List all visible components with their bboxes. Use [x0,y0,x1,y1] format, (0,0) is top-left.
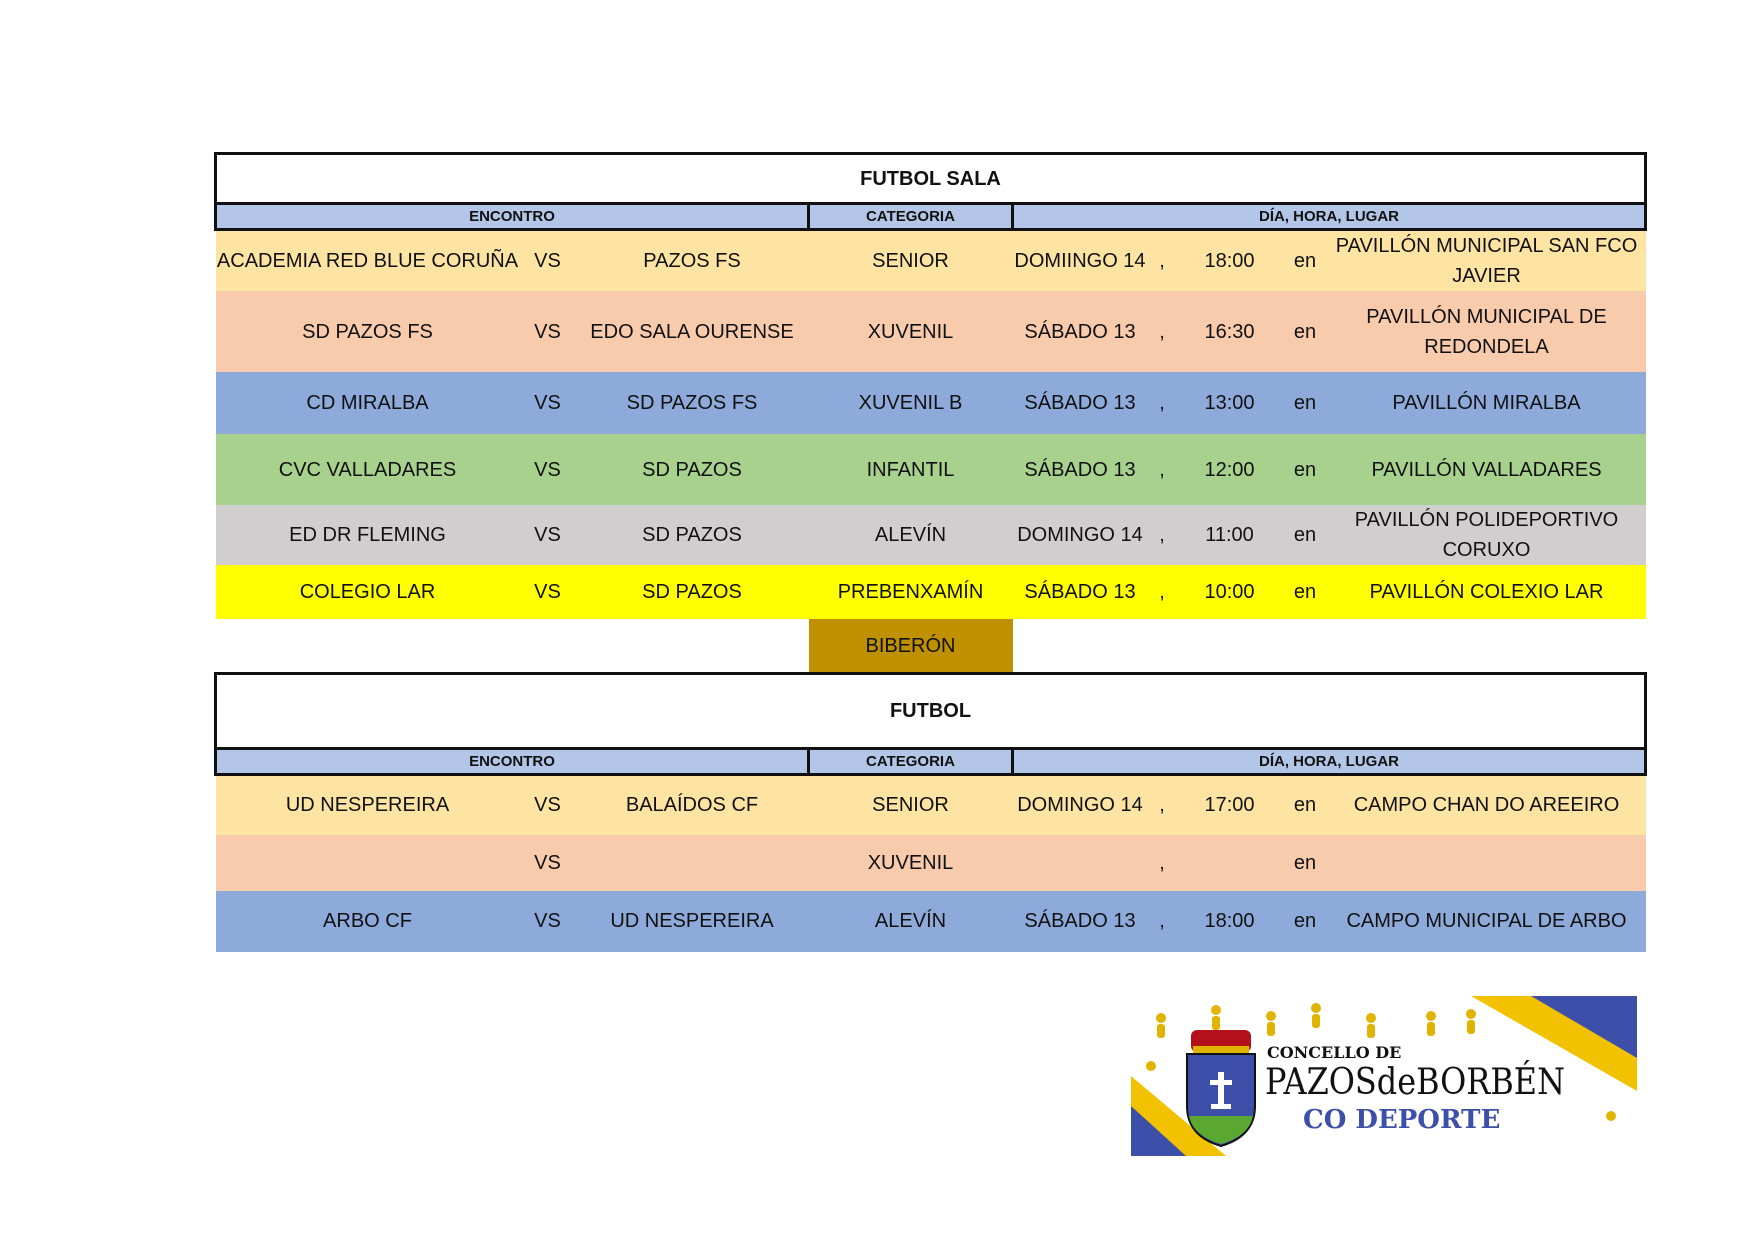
match-time: 12:00 [1177,434,1283,505]
home-team: ED DR FLEMING [216,505,520,565]
venue: PAVILLÓN POLIDEPORTIVO CORUXO [1328,505,1646,565]
comma: , [1148,434,1177,505]
table-row [216,891,1646,952]
header-encontro: ENCONTRO [216,749,809,775]
home-team: ACADEMIA RED BLUE CORUÑA [216,230,520,292]
venue: PAVILLÓN VALLADARES [1328,434,1646,505]
comma: , [1148,372,1177,434]
venue: PAVILLÓN COLEXIO LAR [1328,565,1646,619]
table-row [216,505,1646,565]
match-day: SÁBADO 13 [1013,891,1148,952]
vs-label: VS [520,891,576,952]
venue: PAVILLÓN MUNICIPAL SAN FCO JAVIER [1328,230,1646,292]
venue: PAVILLÓN MUNICIPAL DE REDONDELA [1328,291,1646,372]
table-row [216,775,1646,835]
category: XUVENIL [809,291,1013,372]
away-team: SD PAZOS [576,565,809,619]
en-label: en [1283,434,1328,505]
en-label: en [1283,505,1328,565]
home-team [216,835,520,891]
category: ALEVÍN [809,891,1013,952]
home-team: CVC VALLADARES [216,434,520,505]
futbol-sala-table [214,152,1647,672]
header-dia-hora-lugar: DÍA, HORA, LUGAR [1013,204,1646,230]
vs-label: VS [520,372,576,434]
home-team: CD MIRALBA [216,372,520,434]
category: XUVENIL B [809,372,1013,434]
away-team: PAZOS FS [576,230,809,292]
category: INFANTIL [809,434,1013,505]
home-team: ARBO CF [216,891,520,952]
category: PREBENXAMÍN [809,565,1013,619]
vs-label: VS [520,230,576,292]
comma: , [1148,775,1177,835]
futbol-sala-title: FUTBOL SALA [216,154,1646,204]
futbol-table [214,672,1647,952]
venue: CAMPO MUNICIPAL DE ARBO [1328,891,1646,952]
comma: , [1148,835,1177,891]
comma: , [1148,565,1177,619]
away-team: SD PAZOS [576,505,809,565]
vs-label: VS [520,291,576,372]
away-team: BALAÍDOS CF [576,775,809,835]
table-row [216,230,1646,292]
match-time [1177,835,1283,891]
match-time: 18:00 [1177,230,1283,292]
home-team: SD PAZOS FS [216,291,520,372]
vs-label: VS [520,505,576,565]
match-time: 18:00 [1177,891,1283,952]
table-row [216,835,1646,891]
match-time: 16:30 [1177,291,1283,372]
venue [1328,835,1646,891]
venue: PAVILLÓN MIRALBA [1328,372,1646,434]
vs-label: VS [520,775,576,835]
en-label: en [1283,835,1328,891]
category: SENIOR [809,230,1013,292]
logo-line2: PAZOSdeBORBÉN [1265,1062,1604,1103]
match-time: 13:00 [1177,372,1283,434]
table-row [216,434,1646,505]
header-encontro: ENCONTRO [216,204,809,230]
futbol-title: FUTBOL [216,674,1646,749]
away-team: UD NESPEREIRA [576,891,809,952]
match-day: SÁBADO 13 [1013,565,1148,619]
match-day [1013,835,1148,891]
vs-label: VS [520,565,576,619]
away-team [576,835,809,891]
table-row [216,565,1646,619]
header-categoria: CATEGORIA [809,749,1013,775]
match-time: 11:00 [1177,505,1283,565]
category-biberon: BIBERÓN [809,619,1013,672]
comma: , [1148,891,1177,952]
header-categoria: CATEGORIA [809,204,1013,230]
away-team: SD PAZOS FS [576,372,809,434]
match-time: 17:00 [1177,775,1283,835]
match-day: SÁBADO 13 [1013,434,1148,505]
comma: , [1148,230,1177,292]
en-label: en [1283,775,1328,835]
match-time: 10:00 [1177,565,1283,619]
match-day: DOMINGO 14 [1013,505,1148,565]
match-day: SÁBADO 13 [1013,372,1148,434]
en-label: en [1283,372,1328,434]
vs-label: VS [520,434,576,505]
comma: , [1148,505,1177,565]
en-label: en [1283,230,1328,292]
table-row [216,372,1646,434]
table-row [216,619,1646,672]
concello-pazos-logo [1131,996,1637,1156]
home-team: COLEGIO LAR [216,565,520,619]
match-day: DOMIINGO 14 [1013,230,1148,292]
logo-line3: CO DEPORTE [1303,1105,1501,1135]
table-row [216,291,1646,372]
header-dia-hora-lugar: DÍA, HORA, LUGAR [1013,749,1646,775]
venue: CAMPO CHAN DO AREEIRO [1328,775,1646,835]
en-label: en [1283,291,1328,372]
category: XUVENIL [809,835,1013,891]
en-label: en [1283,891,1328,952]
vs-label: VS [520,835,576,891]
comma: , [1148,291,1177,372]
category: ALEVÍN [809,505,1013,565]
coat-of-arms-icon [1187,1030,1255,1146]
match-day: SÁBADO 13 [1013,291,1148,372]
match-day: DOMINGO 14 [1013,775,1148,835]
logo-line1: CONCELLO DE [1267,1043,1402,1062]
en-label: en [1283,565,1328,619]
home-team: UD NESPEREIRA [216,775,520,835]
away-team: EDO SALA OURENSE [576,291,809,372]
away-team: SD PAZOS [576,434,809,505]
category: SENIOR [809,775,1013,835]
